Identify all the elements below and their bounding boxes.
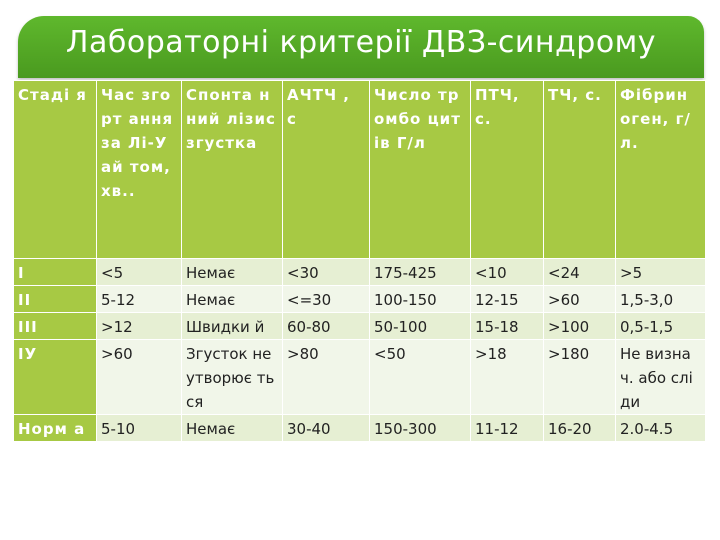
table-row: [14, 313, 706, 340]
table-cell: 30-40: [283, 415, 370, 442]
stage-cell: IУ: [14, 340, 97, 415]
table-cell: 1,5-3,0: [616, 286, 706, 313]
table-cell: <30: [283, 259, 370, 286]
header-platelets: Число тромбо цитів Г/л: [370, 81, 471, 259]
header-aptt: АЧТЧ , с: [283, 81, 370, 259]
table-cell: 100-150: [370, 286, 471, 313]
table-cell: 150-300: [370, 415, 471, 442]
table-cell: Немає: [182, 259, 283, 286]
table-header-row: [14, 81, 706, 259]
table-cell: >80: [283, 340, 370, 415]
table-cell: 0,5-1,5: [616, 313, 706, 340]
table-cell: Немає: [182, 286, 283, 313]
table-cell: >5: [616, 259, 706, 286]
table-cell: 16-20: [544, 415, 616, 442]
table-cell: <5: [97, 259, 182, 286]
stage-cell: II: [14, 286, 97, 313]
stage-cell: III: [14, 313, 97, 340]
table-cell: >180: [544, 340, 616, 415]
table-row: [14, 259, 706, 286]
header-clotting-time: Час згорт ання за Лі-Уай том, хв..: [97, 81, 182, 259]
table-cell: >12: [97, 313, 182, 340]
header-tt: ТЧ, с.: [544, 81, 616, 259]
table-cell: >18: [471, 340, 544, 415]
table-cell: <=30: [283, 286, 370, 313]
header-ptt: ПТЧ, с.: [471, 81, 544, 259]
table-cell: 50-100: [370, 313, 471, 340]
criteria-table: [13, 80, 706, 442]
table-cell: 11-12: [471, 415, 544, 442]
table-cell: Швидки й: [182, 313, 283, 340]
table-cell: Немає: [182, 415, 283, 442]
table-cell: <50: [370, 340, 471, 415]
stage-cell: I: [14, 259, 97, 286]
page-title: Лабораторні критерії ДВЗ-синдрому: [65, 25, 657, 60]
table-cell: 2.0-4.5: [616, 415, 706, 442]
table-cell: 60-80: [283, 313, 370, 340]
table-cell: >60: [544, 286, 616, 313]
header-stage: Стаді я: [14, 81, 97, 259]
table-row: [14, 286, 706, 313]
table-cell: 12-15: [471, 286, 544, 313]
table-cell: Не визнач. або сліди: [616, 340, 706, 415]
table-cell: <10: [471, 259, 544, 286]
table-cell: 5-10: [97, 415, 182, 442]
table-cell: 5-12: [97, 286, 182, 313]
table-cell: >100: [544, 313, 616, 340]
table-cell: >60: [97, 340, 182, 415]
table-row: [14, 340, 706, 415]
table-cell: Згусток не утворює ться: [182, 340, 283, 415]
table-cell: <24: [544, 259, 616, 286]
table-cell: 175-425: [370, 259, 471, 286]
header-spontaneous-lysis: Спонта нний лізис згустка: [182, 81, 283, 259]
title-bar: [18, 16, 704, 78]
table-row: [14, 415, 706, 442]
header-fibrinogen: Фібрин оген, г/л.: [616, 81, 706, 259]
stage-cell: Норм а: [14, 415, 97, 442]
table-cell: 15-18: [471, 313, 544, 340]
